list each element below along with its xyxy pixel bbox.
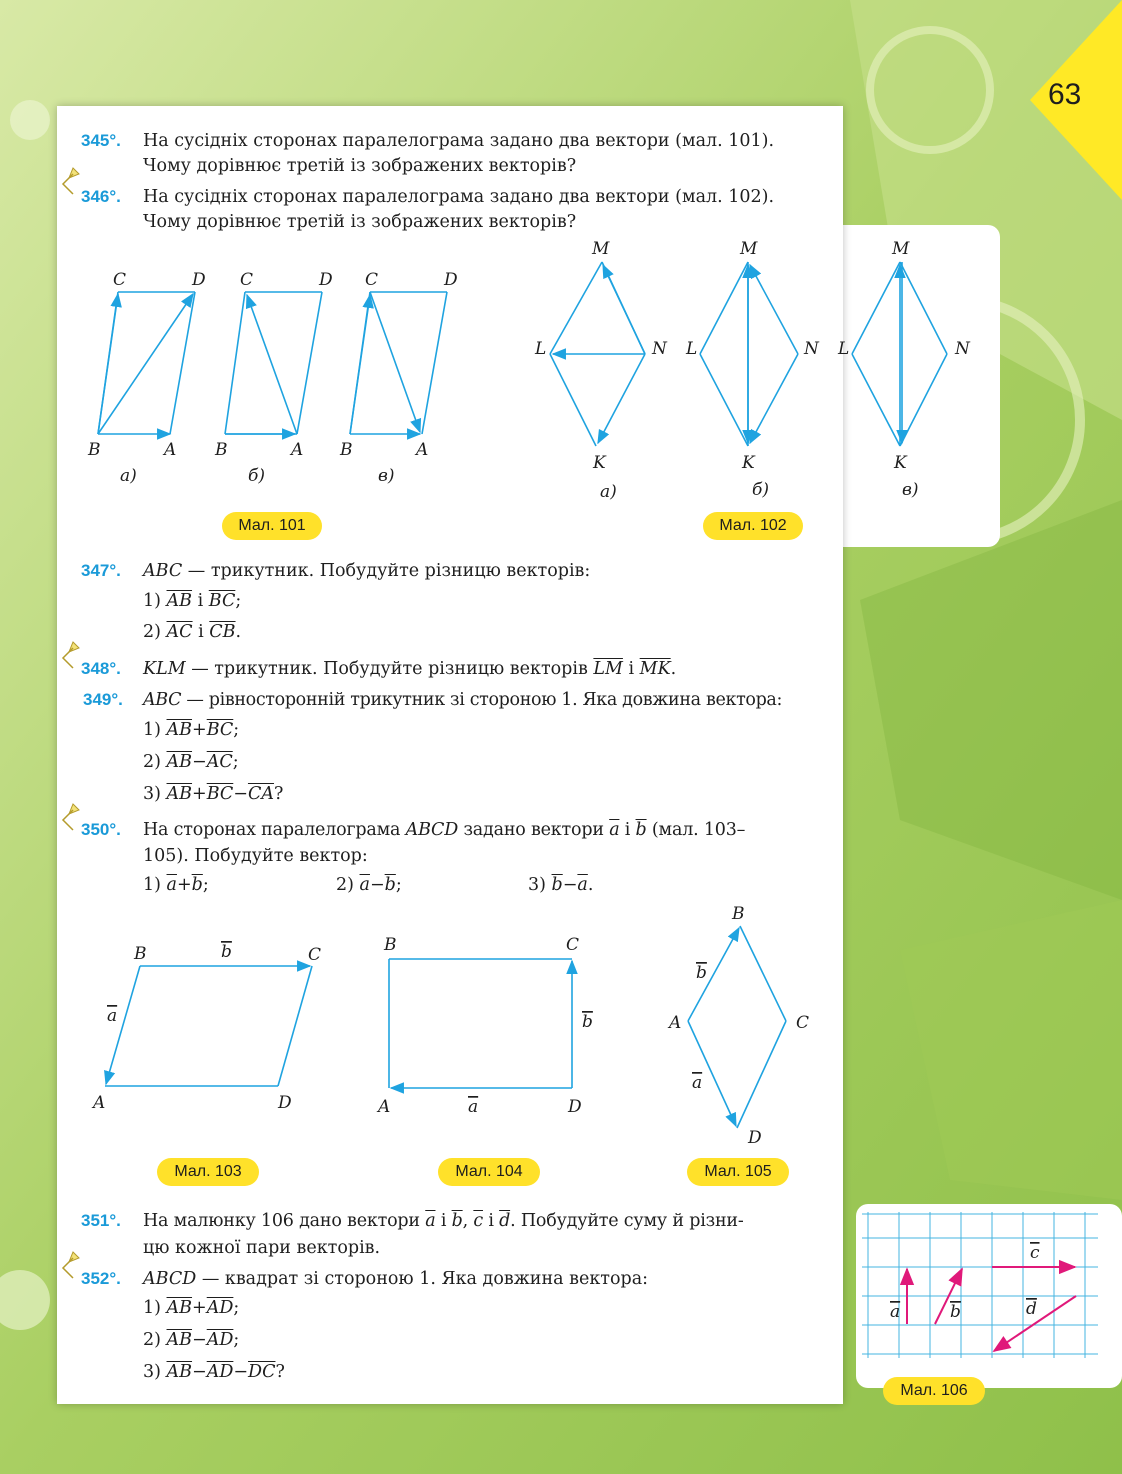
fig101b-label-b: B: [215, 440, 228, 460]
caption-mal-105: Мал. 105: [687, 1158, 789, 1186]
fig102-sub-a: а): [600, 482, 617, 502]
figure-104: [370, 930, 610, 1120]
fig101a-label-a: A: [164, 440, 177, 460]
problem-number-351: 351°.: [81, 1211, 121, 1230]
problem-number-347: 347°.: [81, 561, 121, 580]
fig101b-label-d: D: [319, 270, 333, 290]
fig102-sub-b: б): [752, 480, 770, 500]
figure-103: [85, 935, 345, 1125]
fig101b-label-c: C: [240, 270, 254, 290]
fig103-label-a: A: [93, 1093, 106, 1113]
problem-347-item-2: 2) $\overline{AC}$ і $\overline{CB}$.: [143, 622, 242, 642]
figure-102: [530, 236, 980, 506]
fig102b-label-m: M: [740, 239, 758, 259]
fig101c-label-d: D: [444, 270, 458, 290]
fig102a-vec-nk: [598, 354, 645, 443]
fig102b-label-l: L: [686, 339, 698, 359]
figure-101: [80, 262, 480, 532]
problem-346-line1: На сусідніх сторонах паралелограма задано два вектори (мал. 102).: [143, 187, 775, 207]
figure-105: [660, 900, 820, 1150]
problem-350-item-1: 1) $\overline{a}+\overline{b}$;: [143, 875, 209, 895]
fig104-label-a: A: [378, 1097, 391, 1117]
fig102b-vec-nk: [750, 354, 798, 443]
problem-349-item-2: 2) $\overline{AB}-\overline{AC}$;: [143, 752, 239, 772]
problem-351-line1: На малюнку 106 дано вектори $\overline{a}$ і $\overline{b}$, $\overline{c}$ і $\overline{d}$. Побудуйте суму й різни-: [143, 1211, 744, 1231]
fig102c-label-k: K: [894, 453, 907, 473]
fig105-label-c: C: [796, 1013, 810, 1033]
fig101c-label-b: B: [340, 440, 353, 460]
caption-mal-104: Мал. 104: [438, 1158, 540, 1186]
fig103-label-d: D: [278, 1093, 292, 1113]
fig106-vec-label-d: d: [1026, 1299, 1037, 1319]
fig105-label-a: A: [669, 1013, 682, 1033]
fig101-sub-b: б): [248, 466, 266, 486]
fig102a-vec-nm: [603, 265, 645, 354]
fig102a-label-m: M: [592, 239, 610, 259]
problem-348-line: KLM — трикутник. Побудуйте різницю векторів $\overline{LM}$ і $\overline{MK}$.: [143, 659, 677, 679]
problem-number-345: 345°.: [81, 131, 121, 150]
fig101a-label-d: D: [192, 270, 206, 290]
fig102b-label-k: K: [742, 453, 755, 473]
problem-352-item-2: 2) $\overline{AB}-\overline{AD}$;: [143, 1330, 240, 1350]
fig101-sub-c: в): [378, 466, 395, 486]
caption-mal-106: Мал. 106: [883, 1377, 985, 1405]
fig106-vec-label-b: b: [950, 1302, 961, 1322]
fig102a-label-l: L: [535, 339, 547, 359]
problem-number-350: 350°.: [81, 820, 121, 839]
problem-345-line1: На сусідніх сторонах паралелограма задано два вектори (мал. 101).: [143, 131, 775, 151]
fig102b-label-n: N: [804, 339, 819, 359]
problem-349-line: ABC — рівносторонній трикутник зі стороною 1. Яка довжина вектора:: [143, 690, 783, 710]
problem-352-item-1: 1) $\overline{AB}+\overline{AD}$;: [143, 1298, 240, 1318]
grid: [862, 1212, 1098, 1358]
problem-number-352: 352°.: [81, 1269, 121, 1288]
problem-349-item-1: 1) $\overline{AB}+\overline{BC}$;: [143, 720, 240, 740]
fig101b-label-a: A: [291, 440, 304, 460]
fig104-vec-label-b: b: [582, 1012, 593, 1032]
fig105-vec-label-b: b: [696, 963, 707, 983]
problem-349-item-3: 3) $\overline{AB}+\overline{BC}-\overline{CA}$?: [143, 784, 284, 804]
fig104-label-b: B: [384, 935, 397, 955]
fig102a-label-n: N: [652, 339, 667, 359]
page-number: 63: [1048, 78, 1082, 111]
problem-number-348: 348°.: [81, 659, 121, 678]
fig103-vec-label-a: a: [107, 1006, 118, 1026]
fig102-sub-c: в): [902, 480, 919, 500]
fig106-vec-label-c: c: [1030, 1243, 1040, 1263]
fig102b-vec-nm: [750, 265, 798, 354]
fig102c-label-n: N: [955, 339, 970, 359]
problem-352-item-3: 3) $\overline{AB}-\overline{AD}-\overline{DC}$?: [143, 1362, 285, 1382]
problem-350-line1: На сторонах паралелограма ABCD задано вектори $\overline{a}$ і $\overline{b}$ (мал. 103–: [143, 820, 746, 840]
fig105-label-b: B: [732, 904, 745, 924]
fig104-vec-label-a: a: [468, 1097, 479, 1117]
problem-347-lead: ABC: [143, 561, 183, 581]
fig101c-label-c: C: [365, 270, 379, 290]
problem-345-line2: Чому дорівнює третій із зображених векторів?: [143, 156, 577, 176]
problem-347-text: — трикутник. Побудуйте різницю векторів:: [182, 561, 591, 581]
fig103-label-c: C: [308, 945, 322, 965]
fig105-label-d: D: [748, 1128, 762, 1148]
caption-mal-102: Мал. 102: [703, 512, 803, 540]
problem-352-line: ABCD — квадрат зі стороною 1. Яка довжина вектора:: [143, 1269, 649, 1289]
problem-347-line: [143, 558, 590, 584]
fig101b-vec-ac: [247, 295, 297, 434]
fig106-vec-label-a: a: [890, 1302, 901, 1322]
fig104-label-c: C: [566, 935, 580, 955]
fig101c-vec-bc: [350, 295, 370, 434]
figure-106: [862, 1212, 1112, 1362]
problem-350-item-2: 2) $\overline{a}-\overline{b}$;: [336, 875, 402, 895]
fig103-label-b: B: [134, 944, 147, 964]
fig101c-vec-ca: [370, 292, 420, 432]
problem-number-346: 346°.: [81, 187, 121, 206]
fig101-sub-a: а): [120, 466, 137, 486]
fig105-vec-label-a: a: [692, 1073, 703, 1093]
problem-350-line2: 105). Побудуйте вектор:: [143, 846, 368, 866]
fig102c-label-l: L: [838, 339, 850, 359]
fig103-vec-label-b: b: [221, 942, 232, 962]
fig101a-label-c: C: [113, 270, 127, 290]
fig102c-label-m: M: [892, 239, 910, 259]
fig101a-label-b: B: [88, 440, 101, 460]
fig102a-label-k: K: [593, 453, 606, 473]
fig101c-label-a: A: [416, 440, 429, 460]
fig101a-vec-bd: [98, 294, 193, 434]
problem-347-item-1: 1) $\overline{AB}$ і $\overline{BC}$;: [143, 591, 242, 611]
problem-346-line2: Чому дорівнює третій із зображених векторів?: [143, 212, 577, 232]
fig101a-vec-bc: [98, 294, 118, 434]
problem-number-349: 349°.: [83, 690, 123, 709]
problem-351-line2: цю кожної пари векторів.: [143, 1238, 381, 1258]
caption-mal-103: Мал. 103: [157, 1158, 259, 1186]
caption-mal-101: Мал. 101: [222, 512, 322, 540]
fig104-label-d: D: [568, 1097, 582, 1117]
problem-350-item-3: 3) $\overline{b}-\overline{a}$.: [528, 875, 594, 895]
